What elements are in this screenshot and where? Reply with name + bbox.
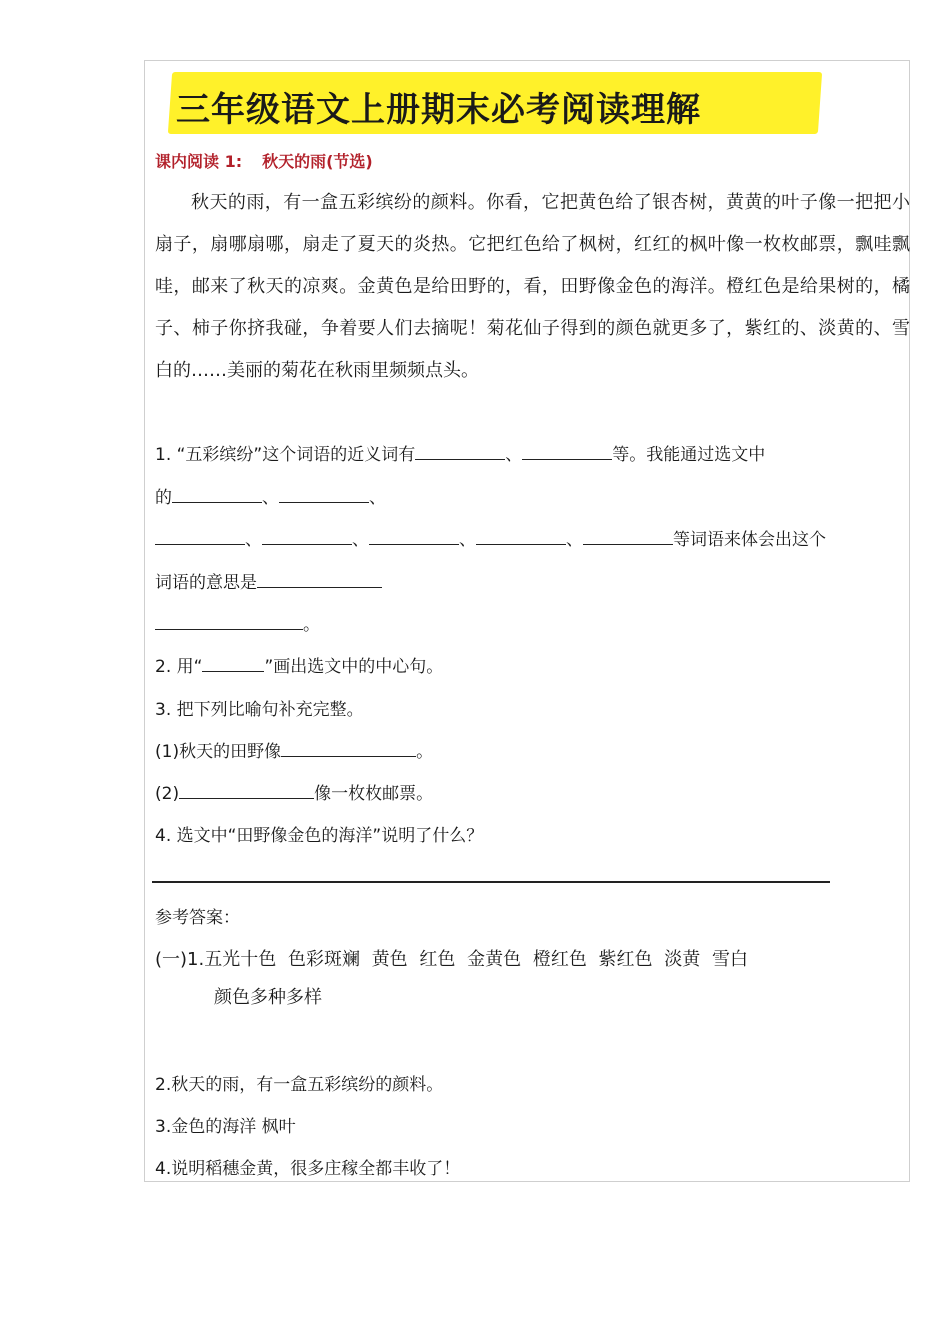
answer-blank[interactable]	[522, 441, 612, 460]
answer-3: 3.金色的海洋 枫叶	[155, 1117, 296, 1137]
answer-blank[interactable]	[179, 780, 314, 799]
answer-blank[interactable]	[155, 611, 303, 630]
answer-blank[interactable]	[583, 526, 673, 545]
answer-blank[interactable]	[369, 526, 459, 545]
question-3-item-1: (1)秋天的田野像 。	[155, 737, 433, 762]
question-1-line-5: 。	[155, 610, 320, 635]
answer-1-line-2: 颜色多种多样	[214, 987, 322, 1008]
question-2: 2. 用“ ”画出选文中的中心句。	[155, 657, 444, 677]
answers-heading: 参考答案：	[155, 908, 240, 928]
answer-blank[interactable]	[279, 484, 369, 503]
section-title: 秋天的雨(节选)	[262, 152, 373, 171]
question-1-line-2: 的 、 、	[155, 483, 386, 508]
answer-blank[interactable]	[281, 738, 416, 757]
reading-passage: 秋天的雨，有一盒五彩缤纷的颜料。你看，它把黄色给了银杏树，黄黄的叶子像一把把小扇子，扇哪扇哪，扇走了夏天的炎热。它把红色给了枫树，红红的枫叶像一枚枚邮票，飘哇飘哇，邮来了秋天的凉爽。金黄色是给田野的，看，田野像金色的海洋。橙红色是给果树的，橘子、柿子你挤我碰，争着要人们去摘呢！菊花仙子得到的颜色就更多了，紫红的、淡黄的、雪白的……美丽的菊花在秋雨里频频点头。	[155, 192, 910, 381]
question-1-line-1: 1. “五彩缤纷”这个词语的近义词有 、 等。我能通过选文中	[155, 440, 765, 465]
question-1-line-3: 、 、 、 、 等词语来体会出这个	[155, 525, 826, 550]
answer-blank[interactable]	[476, 526, 566, 545]
answer-2: 2.秋天的雨，有一盒五彩缤纷的颜料。	[155, 1075, 444, 1095]
question-3: 3. 把下列比喻句补充完整。	[155, 700, 364, 720]
question-1-line-4: 词语的意思是	[155, 568, 382, 593]
answer-line[interactable]	[152, 881, 830, 883]
question-3-item-2: (2) 像一枚枚邮票。	[155, 779, 433, 804]
section-label: 课内阅读 1:	[155, 152, 243, 171]
answer-blank[interactable]	[172, 484, 262, 503]
page-title: 三年级语文上册期末必考阅读理解	[176, 90, 701, 130]
section-heading	[155, 149, 373, 172]
answer-4: 4.说明稻穗金黄，很多庄稼全都丰收了！	[155, 1159, 461, 1179]
underline-sample	[202, 661, 264, 672]
answer-blank[interactable]	[257, 569, 382, 588]
question-4: 4. 选文中“田野像金色的海洋”说明了什么？	[155, 826, 484, 846]
answer-blank[interactable]	[415, 441, 505, 460]
answer-blank[interactable]	[262, 526, 352, 545]
answer-1-line-1: (一)1.五光十色 色彩斑斓 黄色 红色 金黄色 橙红色 紫红色 淡黄 雪白	[155, 949, 748, 970]
answer-blank[interactable]	[155, 526, 245, 545]
